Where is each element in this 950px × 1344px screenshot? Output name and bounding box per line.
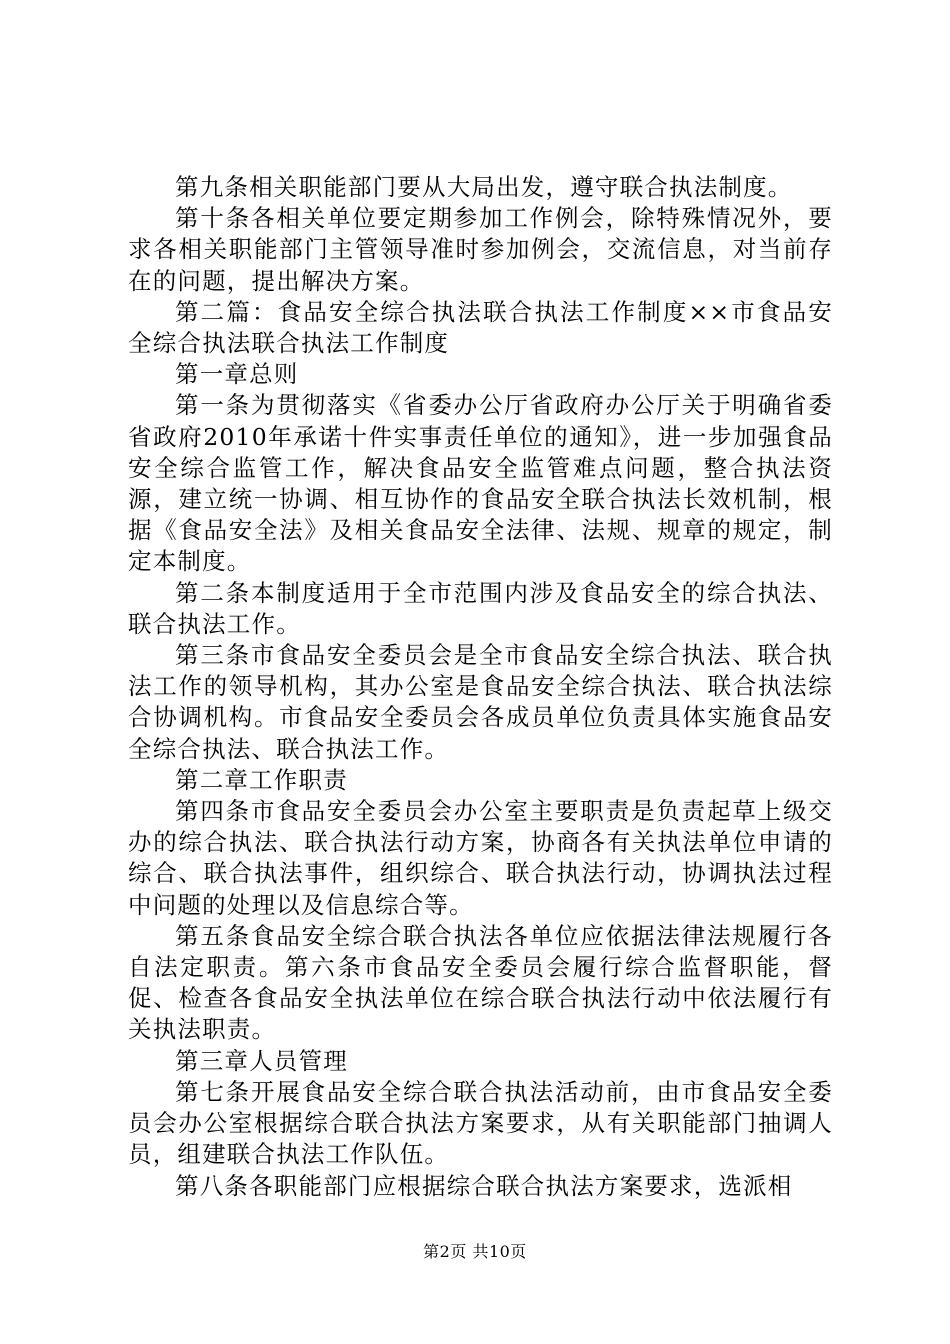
paragraph-article-8: 第八条各职能部门应根据综合联合执法方案要求，选派相 — [175, 1171, 793, 1200]
paragraph-article-2: 第二条本制度适用于全市范围内涉及食品安全的综合执法、联合执法工作。 — [128, 578, 833, 638]
paragraph-article-10: 第十条各相关单位要定期参加工作例会，除特殊情况外，要求各相关职能部门主管领导准时参加例会，交流信息，对当前存在的问题，提出解决方案。 — [128, 204, 833, 295]
page-footer — [0, 1242, 950, 1262]
section-heading-part-2: 第二篇：食品安全综合执法联合执法工作制度××市食品安全综合执法联合执法工作制度 — [128, 297, 833, 358]
document-body — [128, 172, 833, 1202]
page-number-label: 第2页 共10页 — [423, 1242, 527, 1261]
chapter-heading-3: 第三章人员管理 — [175, 1046, 348, 1075]
paragraph-article-5-6: 第五条食品安全综合联合执法各单位应依据法律法规履行各自法定职责。第六条市食品安全委员会履行综合监督职能，督促、检查各食品安全执法单位在综合联合执法行动中依法履行有关执法职责。 — [128, 921, 833, 1044]
chapter-heading-1: 第一章总则 — [175, 360, 299, 389]
paragraph-article-1: 第一条为贯彻落实《省委办公厅省政府办公厅关于明确省委省政府2010年承诺十件实事责任单位的通知》，进一步加强食品安全综合监管工作，解决食品安全监管难点问题，整合执法资源，建立统一协调、相互协作的食品安全联合执法长效机制，根据《食品安全法》及相关食品安全法律、法规、规章的规定，制定本制度。 — [128, 391, 833, 576]
paragraph-article-4: 第四条市食品安全委员会办公室主要职责是负责起草上级交办的综合执法、联合执法行动方案，协商各有关执法单位申请的综合、联合执法事件，组织综合、联合执法行动，协调执法过程中问题的处理以及信息综合等。 — [128, 797, 833, 919]
chapter-heading-2: 第二章工作职责 — [175, 765, 348, 794]
paragraph-article-7: 第七条开展食品安全综合联合执法活动前，由市食品安全委员会办公室根据综合联合执法方案要求，从有关职能部门抽调人员，组建联合执法工作队伍。 — [128, 1077, 833, 1169]
paragraph-article-9: 第九条相关职能部门要从大局出发，遵守联合执法制度。 — [175, 173, 793, 201]
paragraph-article-3: 第三条市食品安全委员会是全市食品安全综合执法、联合执法工作的领导机构，其办公室是食品安全综合执法、联合执法综合协调机构。市食品安全委员会各成员单位负责具体实施食品安全综合执法、联合执法工作。 — [128, 641, 833, 763]
